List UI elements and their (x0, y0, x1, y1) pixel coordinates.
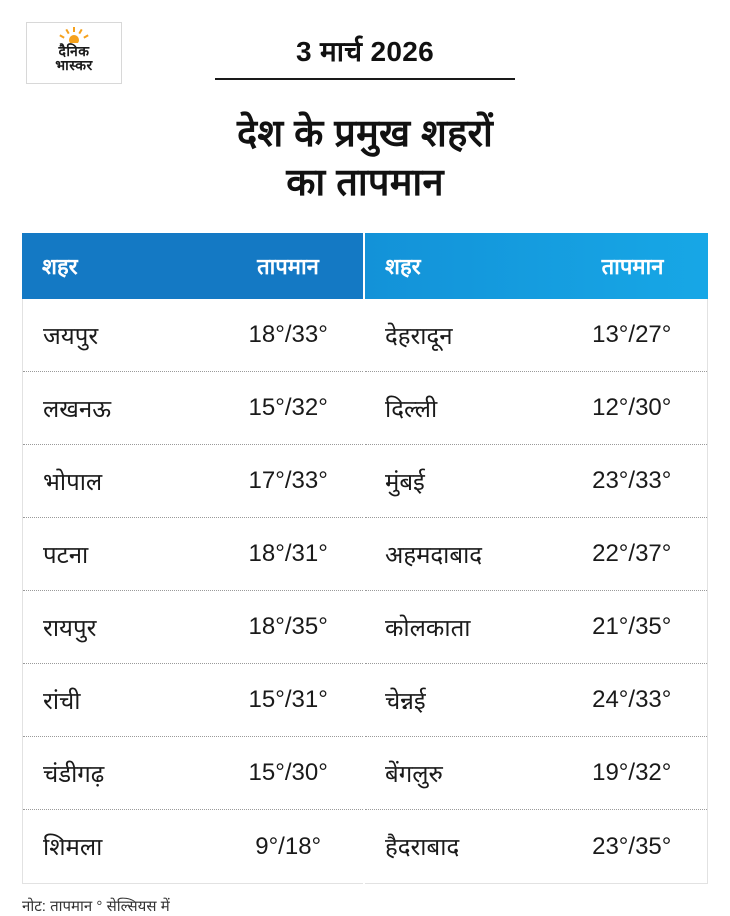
cell-city: रायपुर (43, 614, 97, 642)
cell-temp: 15°/31° (248, 686, 328, 714)
table-row (365, 372, 707, 445)
cell-temp: 23°/35° (592, 832, 672, 860)
cell-temp: 13°/27° (592, 321, 672, 349)
cell-city: बेंगलुरु (385, 760, 443, 788)
date-divider (215, 78, 515, 80)
sun-icon (57, 27, 91, 43)
table-header-right (365, 233, 708, 299)
table-column-left (22, 233, 365, 884)
table-row (23, 518, 363, 591)
brand-logo (26, 22, 122, 84)
page-title-line2: का तापमान (286, 161, 444, 204)
table-row (365, 299, 707, 372)
cell-city: रांची (43, 687, 81, 715)
cell-city: चेन्नई (385, 687, 426, 715)
table-row (365, 664, 707, 737)
footnote: नोट: तापमान ° सेल्सियस में (22, 898, 170, 916)
table-row (23, 591, 363, 664)
cell-city: भोपाल (43, 468, 103, 496)
cell-city: शिमला (43, 834, 103, 862)
temperature-table (22, 233, 708, 884)
cell-city: पटना (43, 541, 89, 569)
page-title-line1: देश के प्रमुख शहरों (236, 113, 494, 155)
table-row (23, 810, 363, 883)
table-row (23, 737, 363, 810)
table-row (23, 664, 363, 737)
table-row (23, 445, 363, 518)
table-row (365, 591, 707, 664)
brand-logo-line2: भास्कर (55, 57, 93, 73)
cell-temp: 15°/32° (248, 394, 328, 422)
cell-temp: 18°/33° (248, 321, 328, 349)
table-body-right (365, 299, 708, 884)
column-header-temp: तापमान (601, 254, 664, 280)
cell-city: लखनऊ (43, 395, 112, 423)
table-row (365, 445, 707, 518)
date-block (24, 18, 706, 80)
cell-temp: 18°/31° (248, 540, 328, 568)
column-header-city: शहर (42, 254, 78, 280)
cell-temp: 19°/32° (592, 759, 672, 787)
header (0, 0, 730, 92)
date-text: 3 मार्च 2026 (296, 36, 434, 67)
cell-city: हैदराबाद (385, 834, 460, 862)
page-title (0, 110, 730, 207)
table-row (23, 372, 363, 445)
table-row (365, 737, 707, 810)
cell-temp: 18°/35° (248, 613, 328, 641)
table-body-left (22, 299, 363, 884)
cell-temp: 23°/33° (592, 467, 672, 495)
cell-temp: 12°/30° (592, 394, 672, 422)
brand-logo-line1: दैनिक (58, 43, 90, 59)
cell-city: दिल्ली (385, 395, 438, 423)
table-column-right (365, 233, 708, 884)
cell-temp: 15°/30° (248, 759, 328, 787)
cell-city: चंडीगढ़ (43, 760, 105, 788)
cell-city: मुंबई (385, 468, 425, 496)
column-header-city: शहर (385, 254, 421, 280)
column-header-temp: तापमान (257, 254, 319, 280)
table-header-left (22, 233, 363, 299)
cell-temp: 21°/35° (592, 613, 672, 641)
cell-city: कोलकाता (385, 614, 471, 642)
table-row (23, 299, 363, 372)
cell-temp: 24°/33° (592, 686, 672, 714)
cell-city: अहमदाबाद (385, 541, 483, 569)
table-row (365, 810, 707, 883)
cell-temp: 22°/37° (592, 540, 672, 568)
cell-temp: 9°/18° (255, 832, 322, 860)
cell-city: जयपुर (43, 322, 99, 350)
table-row (365, 518, 707, 591)
cell-temp: 17°/33° (248, 467, 328, 495)
cell-city: देहरादून (385, 322, 453, 350)
